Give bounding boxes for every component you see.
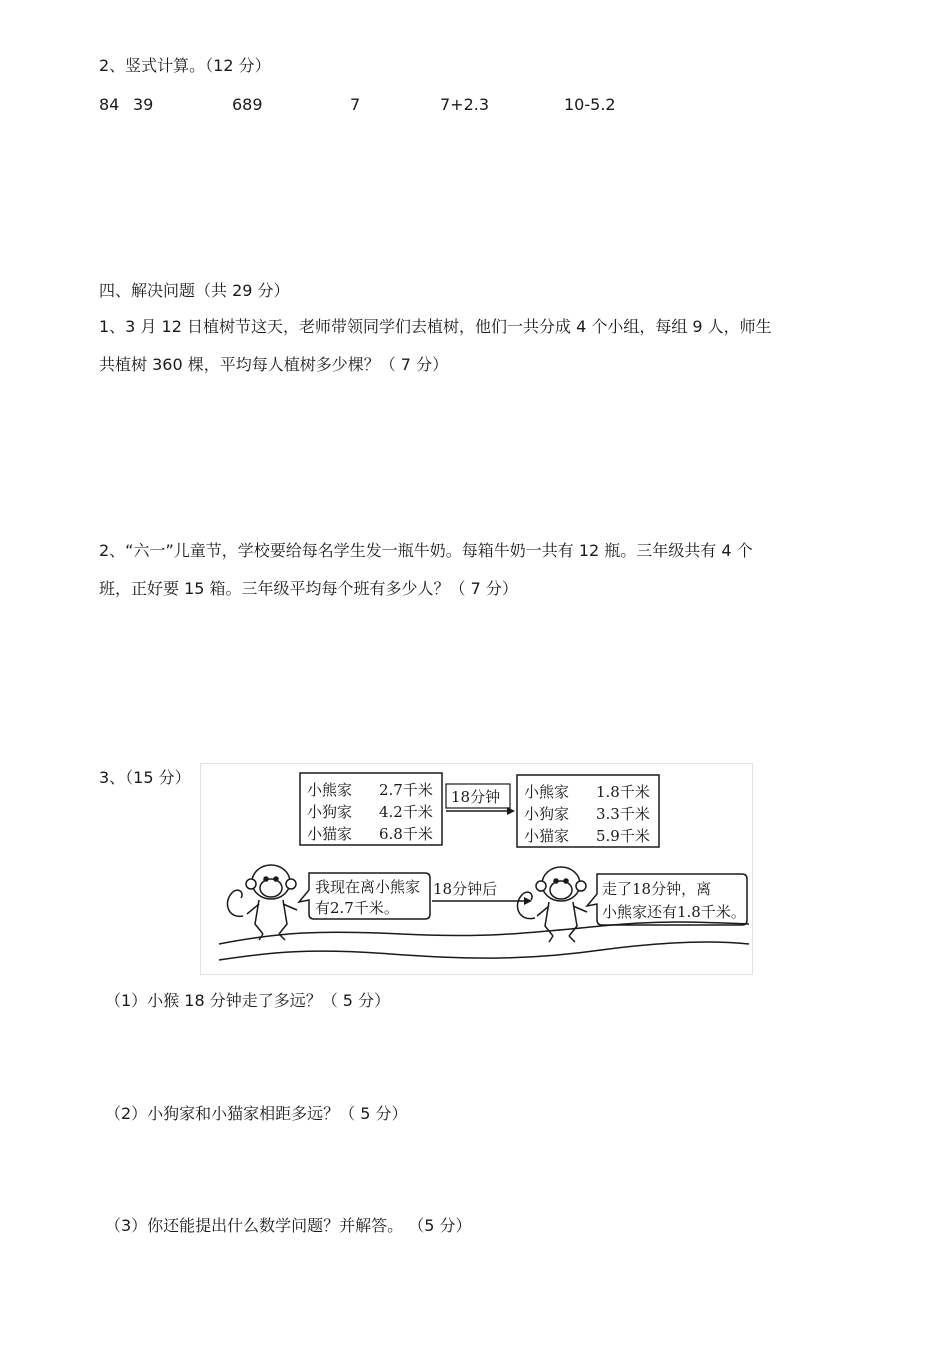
section4-heading: 四、解决问题（共 29 分） bbox=[99, 281, 290, 300]
q2-line1: 2、“六一”儿童节，学校要给每名学生发一瓶牛奶。每箱牛奶一共有 12 瓶。三年级共有 4 个 bbox=[99, 541, 753, 560]
right-bubble-line2: 小熊家还有1.8千米。 bbox=[602, 903, 746, 921]
q1-line2: 共植树 360 棵，平均每人植树多少棵？（ 7 分） bbox=[99, 355, 449, 374]
left-box-name-3: 小猫家 bbox=[307, 825, 353, 843]
left-box-dist-2: 4.2千米 bbox=[379, 803, 433, 821]
expr-6: 10-5.2 bbox=[564, 95, 616, 114]
left-bubble-line1: 我现在离小熊家 bbox=[315, 878, 421, 896]
q2-line2: 班，正好要 15 箱。三年级平均每个班有多少人？（ 7 分） bbox=[99, 579, 518, 598]
expr-4: 7 bbox=[350, 95, 361, 114]
expr-1: 84 bbox=[99, 95, 120, 114]
right-box-name-2: 小狗家 bbox=[524, 805, 570, 823]
right-box-dist-2: 3.3千米 bbox=[596, 805, 650, 823]
left-box-dist-3: 6.8千米 bbox=[379, 825, 433, 843]
left-box-name-2: 小狗家 bbox=[307, 803, 353, 821]
expr-3: 689 bbox=[232, 95, 263, 114]
right-box-dist-1: 1.8千米 bbox=[596, 783, 650, 801]
section2-heading: 2、竖式计算。（12 分） bbox=[99, 56, 271, 75]
monkey-left-illustration bbox=[227, 865, 297, 940]
right-box-dist-3: 5.9千米 bbox=[596, 827, 650, 845]
bottom-arrow-head bbox=[524, 897, 532, 905]
right-box-name-3: 小猫家 bbox=[524, 827, 570, 845]
q3-label: 3、（15 分） bbox=[99, 768, 191, 787]
top-arrow-label: 18分钟 bbox=[451, 788, 501, 806]
road-line-bottom bbox=[219, 942, 749, 960]
left-box-dist-1: 2.7千米 bbox=[379, 781, 433, 799]
expr-2: 39 bbox=[133, 95, 154, 114]
q1-line1: 1、3 月 12 日植树节这天，老师带领同学们去植树，他们一共分成 4 个小组，每组 9 人，师生 bbox=[99, 317, 772, 336]
bottom-arrow-label: 18分钟后 bbox=[433, 880, 498, 898]
right-bubble-line1: 走了18分钟，离 bbox=[602, 880, 712, 898]
expr-5: 7+2.3 bbox=[440, 95, 490, 114]
q3-sub2: （2）小狗家和小猫家相距多远？（ 5 分） bbox=[105, 1104, 408, 1123]
left-box-name-1: 小熊家 bbox=[307, 781, 353, 799]
q3-sub1: （1）小猴 18 分钟走了多远？（ 5 分） bbox=[105, 991, 391, 1010]
q3-sub3: （3）你还能提出什么数学问题？并解答。 （5 分） bbox=[105, 1216, 472, 1235]
right-box-name-1: 小熊家 bbox=[524, 783, 570, 801]
monkey-distance-figure bbox=[200, 763, 753, 975]
top-arrow-head bbox=[507, 807, 515, 815]
left-bubble-line2: 有2.7千米。 bbox=[315, 899, 399, 917]
